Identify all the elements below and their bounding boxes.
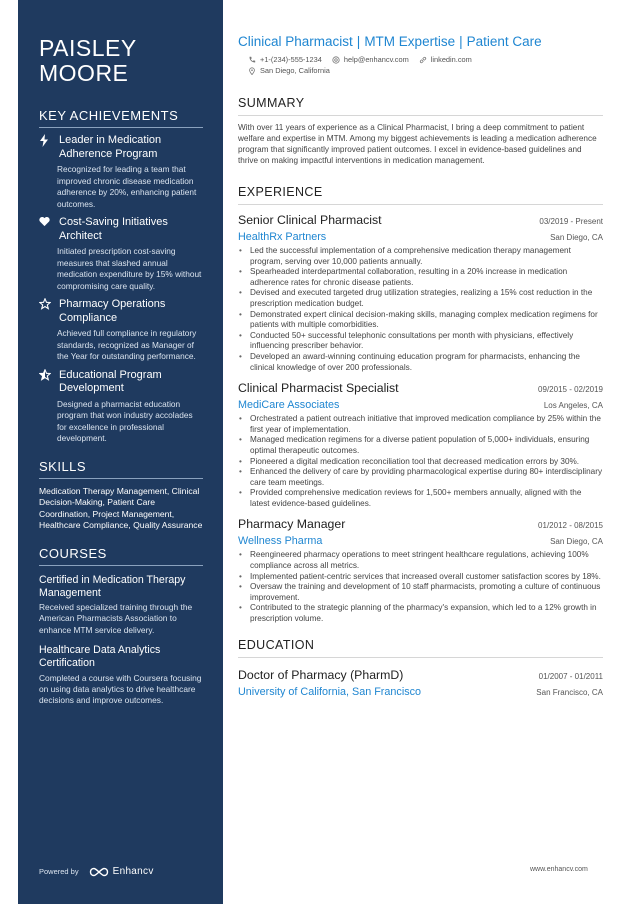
job-dates: 03/2019 - Present <box>539 217 603 226</box>
location-text: San Diego, California <box>260 66 330 75</box>
bullet-item: • Led the successful implementation of a comprehensive medication therapy management program, serving over 10,000 patients annually. <box>238 246 603 267</box>
job-location: San Diego, CA <box>550 537 603 547</box>
brand-name: Enhancv <box>112 866 154 877</box>
job-dates: 09/2015 - 02/2019 <box>538 385 603 395</box>
bullet-item: • Developed an award-winning continuing education program for pharmacists, enhancing the clinical knowledge of over 200 professionals. <box>238 352 603 373</box>
course-item <box>39 644 203 706</box>
achievement-item <box>39 298 203 363</box>
skills-list: Medication Therapy Management, Clinical Decision-Making, Patient Care Coordination, Project Management, Healthcare Compliance, Quality Assurance <box>39 485 203 530</box>
school-name: University of California, San Francisco <box>238 685 422 698</box>
job-location: San Diego, CA <box>550 233 603 242</box>
headline-separator: | <box>459 34 463 49</box>
footer-url[interactable]: www.enhancv.com <box>530 866 588 873</box>
bullet-item: • Pioneered a digital medication reconciliation tool that decreased medication errors by 30%. <box>238 457 603 468</box>
location-pin-icon <box>248 67 256 75</box>
job-company: Wellness Pharma <box>238 535 323 548</box>
courses-section <box>39 546 203 707</box>
brand-logo[interactable] <box>89 866 154 877</box>
education-section <box>238 638 603 698</box>
course-description: Completed a course with Coursera focusing on using data analytics to drive healthcare decisions and improve outcomes. <box>39 672 202 706</box>
infinity-icon <box>89 867 109 877</box>
summary-heading: SUMMARY <box>238 96 603 116</box>
bullet-item: • Devised and executed targeted drug utilization strategies, realizing a 15% cost reduction in the prescription medication budget. <box>238 288 603 309</box>
email-text: help@enhancv.com <box>343 55 409 64</box>
headline-item: MTM Expertise <box>364 34 456 49</box>
experience-heading: EXPERIENCE <box>238 185 603 205</box>
sidebar <box>18 0 223 904</box>
linkedin-text: linkedin.com <box>430 55 472 64</box>
course-title: Certified in Medication Therapy Management <box>39 573 186 599</box>
headline-item: Patient Care <box>466 34 542 49</box>
at-icon <box>332 56 340 64</box>
achievements-heading: KEY ACHIEVEMENTS <box>39 108 203 128</box>
bullet-item: • Provided comprehensive medication reviews for 1,500+ members annually, aligned with the latest evidence-based guidelines. <box>238 488 603 509</box>
achievement-description: Initiated prescription cost-saving measures that slashed annual medication expenditure by 15% without compromising care quality. <box>57 246 202 291</box>
job-entry <box>238 213 603 373</box>
bullet-item: • Contributed to the strategic planning of the pharmacy's expansion, which led to a 12% growth in prescription volume. <box>238 603 603 624</box>
job-title: Senior Clinical Pharmacist <box>238 213 382 227</box>
phone-icon <box>248 56 256 64</box>
star-half-icon <box>39 369 51 383</box>
job-company: HealthRx Partners <box>238 231 327 243</box>
skills-heading: SKILLS <box>39 459 203 479</box>
bullet-item: • Spearheaded interdepartmental collaboration, resulting in a 20% increase in medication adherence rates for chronic disease patients. <box>238 267 603 288</box>
achievement-description: Designed a pharmacist education program that won industry accolades for excellence in professional development. <box>57 398 193 443</box>
course-description: Received specialized training through the American Pharmacists Association to enhance MTM service delivery. <box>39 602 193 635</box>
bullet-item: • Conducted 50+ successful telephonic consultations per month with physicians, effectively influencing prescriber behavior. <box>238 331 603 352</box>
course-title: Healthcare Data Analytics Certification <box>39 643 161 670</box>
job-entry <box>238 517 603 624</box>
achievement-item <box>39 216 203 292</box>
bullet-item: • Implemented patient-centric services that increased overall customer satisfaction scores by 18%. <box>238 572 603 583</box>
experience-section <box>238 185 603 625</box>
powered-by <box>39 866 154 877</box>
courses-heading: COURSES <box>39 546 203 566</box>
bullet-item: • Oversaw the training and development of 10 staff pharmacists, promoting a culture of continuous improvement. <box>238 582 603 603</box>
linkedin-contact[interactable] <box>419 55 472 64</box>
achievements-section <box>39 108 203 445</box>
bullet-item: • Enhanced the delivery of care by providing pharmacological expertise during 80+ interdisciplinary care team meetings. <box>238 467 603 488</box>
first-name: PAISLEY <box>39 35 137 61</box>
job-title: Pharmacy Manager <box>238 517 346 532</box>
job-bullets <box>238 550 603 624</box>
achievement-item <box>39 134 203 210</box>
main-column <box>238 0 603 698</box>
job-entry <box>238 381 603 509</box>
heart-icon <box>39 216 51 230</box>
candidate-name <box>39 36 203 86</box>
headline <box>238 34 603 49</box>
job-dates: 01/2012 - 08/2015 <box>538 521 603 531</box>
education-dates: 01/2007 - 01/2011 <box>538 671 603 681</box>
last-name: MOORE <box>39 60 129 86</box>
star-outline-icon <box>39 298 51 312</box>
achievement-description: Achieved full compliance in regulatory standards, recognized as Manager of the Year for outstanding performance. <box>57 328 197 361</box>
location-contact <box>248 66 330 75</box>
degree-title: Doctor of Pharmacy (PharmD) <box>238 667 404 682</box>
link-icon <box>419 56 427 64</box>
headline-item: Clinical Pharmacist <box>238 34 353 49</box>
bullet-item: • Orchestrated a patient outreach initiative that improved medication compliance by 25% within the first year of implementation. <box>238 414 603 435</box>
job-company: MediCare Associates <box>238 399 340 412</box>
education-heading: EDUCATION <box>238 638 603 658</box>
phone-contact[interactable] <box>248 55 322 64</box>
achievement-item <box>39 369 203 445</box>
summary-text: With over 11 years of experience as a Clinical Pharmacist, I bring a deep commitment to patient welfare and expertise in MTM. Among my biggest achievements is leading a medication adherence program that significantly improved patient outcomes. I excel in evidence-based guidelines and thrive on making impactful interventions in medication management. <box>238 123 597 165</box>
email-contact[interactable] <box>332 55 409 64</box>
summary-section <box>238 96 603 166</box>
achievement-title: Educational Program Development <box>59 368 162 394</box>
phone-text: +1-(234)-555-1234 <box>260 55 322 64</box>
achievement-title: Pharmacy Operations Compliance <box>59 298 166 324</box>
powered-by-label: Powered by <box>39 867 79 876</box>
lightning-icon <box>39 134 51 148</box>
course-item <box>39 574 203 636</box>
bullet-item: • Reengineered pharmacy operations to meet stringent healthcare regulations, achieving 100% compliance across all metrics. <box>238 550 603 571</box>
achievement-description: Recognized for leading a team that improved chronic disease medication adherence by 20%, enhancing patient outcomes. <box>57 164 197 209</box>
headline-separator: | <box>356 34 361 49</box>
job-bullets <box>238 414 603 509</box>
achievement-title: Cost-Saving Initiatives Architect <box>59 216 168 242</box>
bullet-item: • Managed medication regimens for a diverse patient population of 5,000+ individuals, ensuring optimal therapeutic outcomes. <box>238 435 603 456</box>
skills-section <box>39 459 203 532</box>
education-entry <box>238 668 603 698</box>
education-location: San Francisco, CA <box>536 687 603 697</box>
job-title: Clinical Pharmacist Specialist <box>238 381 399 396</box>
job-location: Los Angeles, CA <box>543 401 603 411</box>
job-bullets <box>238 246 603 373</box>
bullet-item: • Demonstrated expert clinical decision-making skills, managing complex medication regimens for patients with multiple comorbidities. <box>238 310 603 331</box>
contact-info <box>248 55 603 75</box>
achievement-title: Leader in Medication Adherence Program <box>59 134 162 160</box>
